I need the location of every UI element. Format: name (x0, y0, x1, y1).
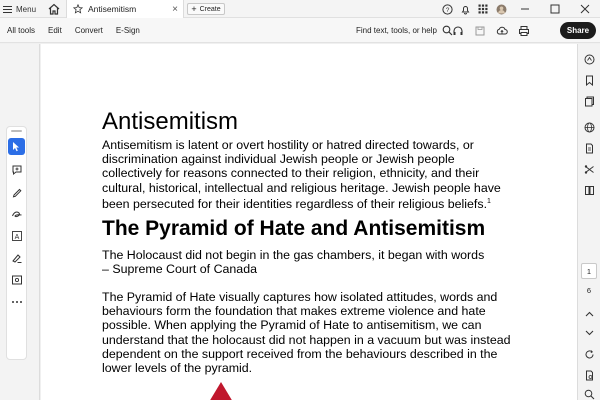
document-page[interactable] (41, 44, 577, 400)
title-bar (0, 0, 600, 18)
close-window-button[interactable] (570, 0, 600, 18)
menu-all-tools[interactable]: All tools (7, 26, 36, 35)
compare-icon[interactable] (582, 183, 597, 198)
menu-edit[interactable]: Edit (48, 26, 62, 35)
create-button[interactable] (187, 3, 225, 15)
intro-paragraph (102, 138, 502, 211)
menu-e-sign[interactable]: E-Sign (115, 26, 140, 35)
menu-button[interactable] (3, 1, 36, 17)
drag-handle[interactable] (11, 130, 22, 132)
zoom-in-icon[interactable] (582, 387, 597, 400)
quote-text: The Holocaust did not begin in the gas chambers, it began with words (102, 248, 485, 262)
menu-label: Menu (16, 4, 37, 14)
refresh-icon[interactable] (582, 347, 597, 362)
fill-sign-icon[interactable] (8, 249, 25, 266)
quick-tools-bar (6, 126, 27, 360)
highlight-pen-icon[interactable] (8, 183, 25, 200)
find-label: Find text, tools, or help (356, 26, 437, 35)
chevron-down-icon[interactable] (582, 325, 597, 340)
page-display-icon[interactable] (582, 368, 597, 383)
quote-block (102, 248, 502, 276)
add-comment-icon[interactable] (8, 161, 25, 178)
print-icon[interactable] (518, 25, 530, 37)
toolbar (0, 18, 600, 43)
tab-title: Antisemitism (88, 4, 137, 14)
plus-icon: + (191, 3, 197, 14)
bookmark-icon[interactable] (582, 73, 597, 88)
document-tab[interactable] (66, 0, 184, 18)
minimize-button[interactable] (510, 0, 540, 18)
export-globe-icon[interactable] (582, 120, 597, 135)
footnote-marker[interactable]: 1 (487, 197, 491, 205)
maximize-button[interactable] (540, 0, 570, 18)
more-tools-icon[interactable] (8, 293, 25, 310)
bell-icon[interactable] (456, 0, 474, 18)
save-icon[interactable] (474, 25, 486, 37)
menu-convert[interactable]: Convert (74, 26, 103, 35)
page-title: Antisemitism (102, 108, 239, 135)
share-button[interactable]: Share (560, 22, 596, 39)
body-paragraph: The Pyramid of Hate visually captures how isolated attitudes, words and behaviours form the foundation that makes extreme violence and hate possible. When applying the Pyramid of Hate to antisemitism, we can understand that the holocaust did not happen in a vacuum but was instead dependent on the support received from the behaviours described in the lower levels of the pyramid. (102, 290, 511, 376)
draw-freehand-icon[interactable] (8, 205, 25, 222)
star-icon[interactable] (73, 4, 83, 14)
ai-assistant-icon[interactable] (582, 52, 597, 67)
current-page-field[interactable]: 1 (581, 263, 597, 279)
section-heading: The Pyramid of Hate and Antisemitism (102, 217, 486, 240)
svg-text:?: ? (445, 6, 449, 14)
intro-text: Antisemitism is latent or overt hostility or hatred directed towards, or discrimination against individual Jewish people or Jewish people collectively for reasons connected to their religion, ethnicity, and their cultural, historical, intellectual and religious heritage. Jewish people have been persecuted for their identities regardless of their religious beliefs. (102, 138, 501, 211)
hamburger-icon (3, 6, 12, 13)
upload-cloud-icon[interactable] (496, 25, 508, 37)
tools-menu (7, 18, 153, 43)
avatar[interactable] (492, 0, 510, 18)
quote-attribution: – Supreme Court of Canada (102, 262, 257, 277)
right-tools-panel (577, 44, 600, 400)
apps-grid-icon[interactable] (474, 0, 492, 18)
organize-icon[interactable] (582, 162, 597, 177)
select-tool-icon[interactable] (8, 138, 25, 155)
close-tab-icon[interactable]: × (172, 3, 178, 15)
home-icon[interactable] (47, 2, 61, 16)
create-label: Create (199, 5, 221, 13)
help-icon[interactable] (438, 0, 456, 18)
total-pages: 6 (586, 286, 592, 295)
find-search[interactable] (356, 18, 453, 43)
document-icon[interactable] (582, 141, 597, 156)
left-tools-panel (0, 44, 40, 400)
chevron-up-icon[interactable] (582, 306, 597, 321)
add-text-icon[interactable] (8, 227, 25, 244)
pyramid-graphic (209, 382, 233, 400)
read-aloud-icon[interactable] (452, 25, 464, 37)
svg-text:A: A (14, 233, 19, 241)
pages-icon[interactable] (582, 94, 597, 109)
insert-image-icon[interactable] (8, 271, 25, 288)
